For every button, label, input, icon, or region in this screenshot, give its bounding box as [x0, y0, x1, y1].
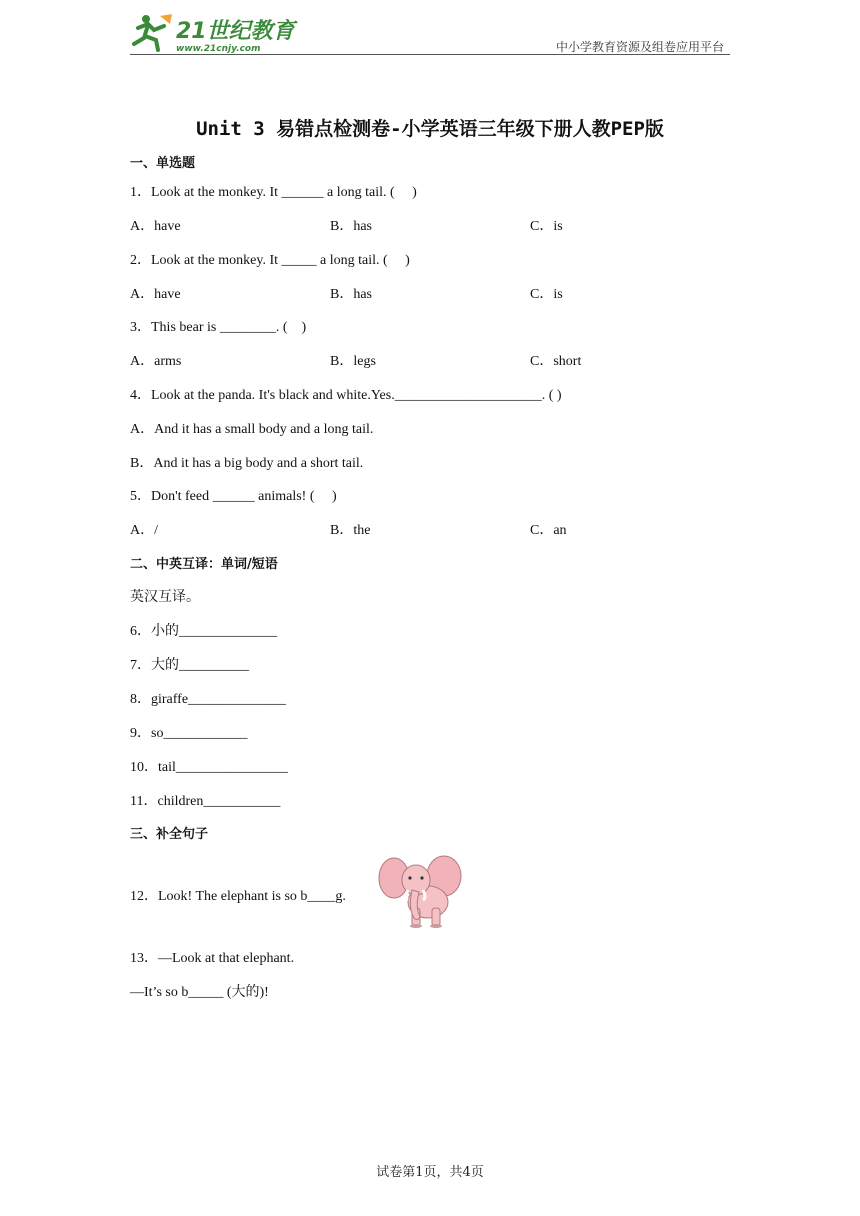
- question-8: 8．giraffe______________: [130, 692, 287, 707]
- q2-option-c: C．is: [530, 287, 563, 302]
- q2-option-a: A．have: [130, 287, 181, 302]
- q5-option-b: B．the: [330, 523, 371, 538]
- section-heading-3: 三、补全句子: [130, 827, 209, 842]
- logo-url: www.21cnjy.com: [176, 44, 261, 54]
- q3-option-b: B．legs: [330, 354, 376, 369]
- question-9: 9．so____________: [130, 726, 248, 741]
- page-title: Unit 3 易错点检测卷-小学英语三年级下册人教PEP版: [196, 118, 664, 140]
- q1-option-a: A．have: [130, 219, 181, 234]
- question-10: 10．tail________________: [130, 760, 288, 775]
- elephant-image: [378, 852, 464, 932]
- question-13-line-2: —It’s so b_____ (大的)!: [130, 985, 269, 1000]
- page-header: [130, 8, 730, 56]
- question-11: 11．children___________: [130, 794, 281, 809]
- q3-option-a: A．arms: [130, 354, 182, 369]
- question-7: 7．大的__________: [130, 658, 249, 673]
- q1-option-c: C．is: [530, 219, 563, 234]
- q1-option-b: B．has: [330, 219, 372, 234]
- q4-option-b: B．And it has a big body and a short tail.: [130, 456, 364, 471]
- section-2-instructions: 英汉互译。: [130, 589, 200, 605]
- question-2: 2．Look at the monkey. It _____ a long tail. ( ): [130, 253, 410, 268]
- question-5: 5．Don't feed ______ animals! ( ): [130, 489, 337, 504]
- logo: [130, 10, 310, 54]
- q5-option-c: C．an: [530, 523, 567, 538]
- question-4: 4．Look at the panda. It's black and white.Yes._____________________. ( ): [130, 388, 562, 403]
- q5-option-a: A．/: [130, 523, 158, 538]
- elephant-icon: [378, 852, 464, 932]
- question-3: 3．This bear is ________. ( ): [130, 320, 307, 335]
- question-1: 1．Look at the monkey. It ______ a long tail. ( ): [130, 185, 417, 200]
- platform-text: 中小学教育资源及组卷应用平台: [555, 40, 724, 54]
- logo-text: 21世纪教育: [176, 19, 295, 44]
- q2-option-b: B．has: [330, 287, 372, 302]
- question-12: 12．Look! The elephant is so b____g.: [130, 889, 346, 904]
- page-footer: 试卷第1页，共4页: [376, 1165, 484, 1180]
- q4-option-a: A．And it has a small body and a long tail.: [130, 422, 374, 437]
- question-13-line-1: 13．—Look at that elephant.: [130, 951, 295, 966]
- section-heading-1: 一、单选题: [130, 156, 196, 171]
- section-heading-2: 二、中英互译：单词/短语: [130, 557, 278, 572]
- header-divider: [130, 54, 730, 55]
- logo-runner-icon: [130, 10, 310, 54]
- question-6: 6．小的______________: [130, 624, 277, 639]
- q3-option-c: C．short: [530, 354, 582, 369]
